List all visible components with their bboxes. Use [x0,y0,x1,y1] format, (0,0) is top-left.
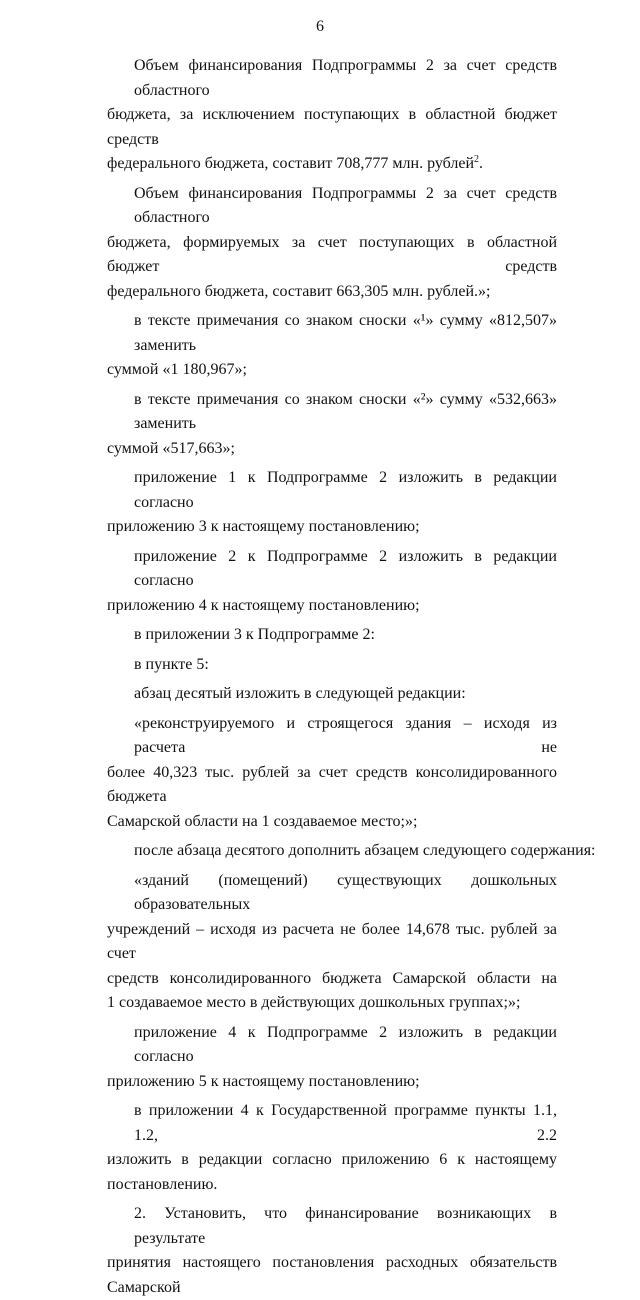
paragraph [107,712,557,835]
text-line: федерального бюджета, составит 663,305 млн. рублей.»; [107,282,491,300]
text-line: приложению 4 к настоящему постановлению; [107,596,420,614]
text-line: суммой «517,663»; [107,439,235,457]
paragraph [107,1202,557,1300]
text-line: изложить в редакции согласно приложению 6 к настоящему [107,1151,557,1168]
paragraph [107,623,557,648]
text-line: принятия настоящего постановления расходных обязательств Самарской [107,1254,557,1296]
text-line: приложение 2 к Подпрограмме 2 изложить в редакции согласно [134,547,557,589]
paragraph [107,182,557,305]
paragraph [107,545,557,619]
paragraph [107,653,557,678]
text-line: в тексте примечания со знаком сноски «²» сумму «532,663» заменить [134,390,557,432]
text-line: в пункте 5: [134,655,209,673]
text-line: приложению 3 к настоящему постановлению; [107,518,420,535]
text-line: «реконструируемого и строящегося здания – исходя из расчета не [134,714,557,756]
text-line: абзац десятый изложить в следующей редакции: [134,685,466,702]
paragraph [107,309,557,383]
text-line: в приложении 4 к Государственной программе пункты 1.1, 1.2, 2.2 [134,1102,557,1144]
text-line: приложению 5 к настоящему постановлению; [107,1072,420,1090]
text-fragment: . [479,155,484,172]
text-line: более 40,323 тыс. рублей за счет средств консолидированного бюджета [107,763,557,805]
text-line: бюджета, формируемых за счет поступающих в областной бюджет средств [107,233,557,275]
text-line: учреждений – исходя из расчета не более 14,678 тыс. рублей за счет [107,920,557,962]
document-body [107,54,596,1300]
paragraph [107,839,596,864]
paragraph [107,1099,557,1197]
paragraph [107,869,557,1016]
text-line: приложение 4 к Подпрограмме 2 изложить в редакции согласно [134,1023,557,1065]
text-line [107,152,557,177]
text-line: Самарской области на 1 создаваемое место;»; [107,812,418,830]
text-fragment: федерального бюджета, составит 708,777 млн. рублей [107,155,475,172]
paragraph [107,466,557,540]
paragraph [107,388,557,462]
text-line: Объем финансирования Подпрограммы 2 за счет средств областного [134,57,557,99]
page-number: 6 [316,18,324,35]
text-line: бюджета, за исключением поступающих в областной бюджет средств [107,106,557,148]
text-line: суммой «1 180,967»; [107,361,247,378]
paragraph [107,682,557,707]
paragraph [107,1021,557,1095]
text-line: 1 создаваемое место в действующих дошкольных группах;»; [107,994,521,1011]
text-line: после абзаца десятого дополнить абзацем следующего содержания: [134,842,596,859]
text-line: в приложении 3 к Подпрограмме 2: [134,626,375,643]
text-line: средств консолидированного бюджета Самарской области на [107,969,557,987]
text-line: постановлению. [107,1175,218,1193]
text-line: Объем финансирования Подпрограммы 2 за счет средств областного [134,184,557,226]
text-line: «зданий (помещений) существующих дошкольных образовательных [134,871,557,913]
footnote-mark: 2 [474,154,480,165]
paragraph [107,54,557,177]
text-line: 2. Установить, что финансирование возникающих в результате [134,1205,557,1247]
text-line: приложение 1 к Подпрограмме 2 изложить в редакции согласно [134,469,557,511]
text-line: в тексте примечания со знаком сноски «¹» сумму «812,507» заменить [134,312,557,354]
